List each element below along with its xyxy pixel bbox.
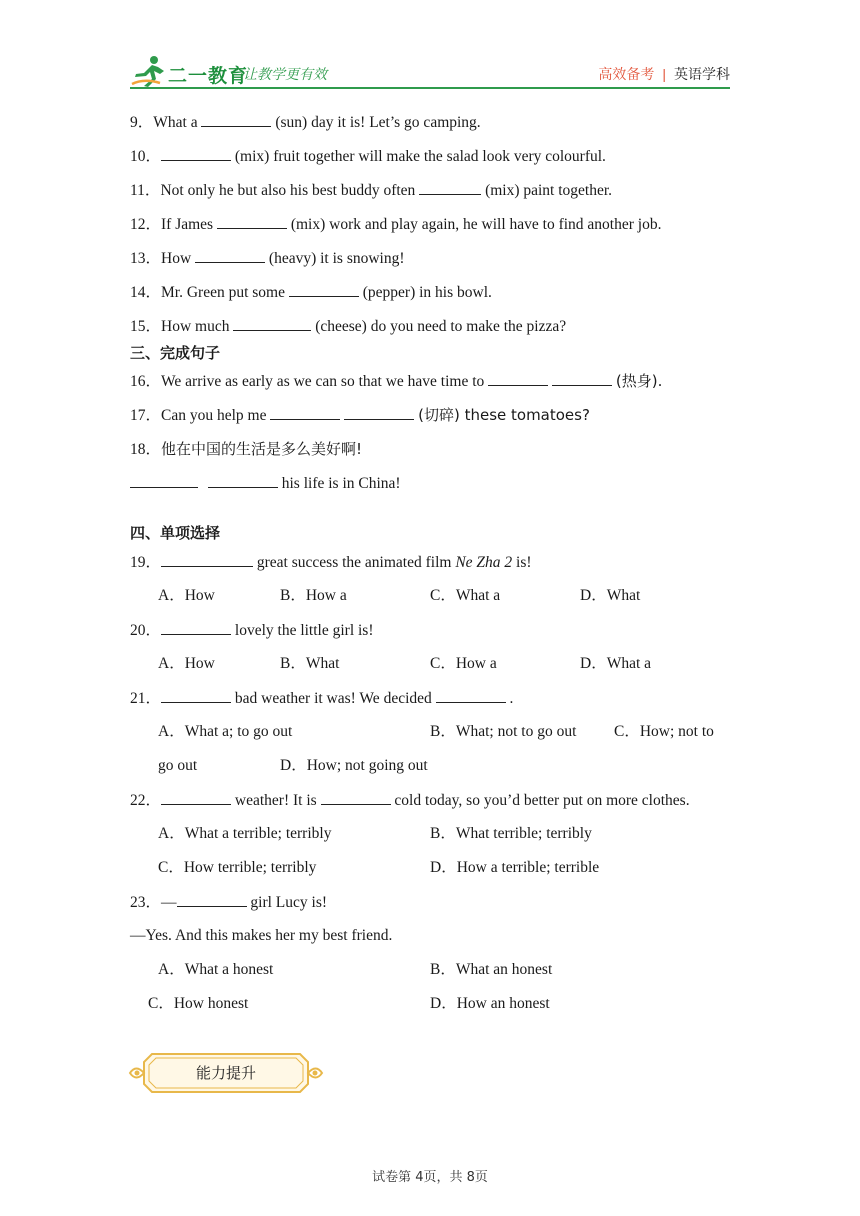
answer-blank <box>552 368 612 386</box>
answer-blank <box>488 368 548 386</box>
options-22 <box>130 821 740 847</box>
page-footer: 试卷第 4页，共 8页 <box>372 1170 488 1185</box>
options-23-row2 <box>130 991 740 1017</box>
question-number: 15． <box>130 318 162 335</box>
question-number: 10． <box>130 148 162 165</box>
question-hint: (热身). <box>615 372 663 390</box>
question-number: 16． <box>130 373 162 390</box>
question-11 <box>130 177 612 203</box>
page-header <box>130 54 730 90</box>
question-number: 22． <box>130 792 162 809</box>
answer-blank <box>436 685 506 703</box>
question-text: his life is in China! <box>281 475 401 492</box>
question-text: We arrive as early as we can so that we have time to <box>161 373 485 390</box>
options-23 <box>130 957 740 983</box>
question-text: 他在中国的生活是多么美好啊! <box>161 440 363 458</box>
question-13 <box>130 245 405 271</box>
option-c[interactable]: C．What a <box>430 587 501 604</box>
question-18-answer-line <box>130 470 401 496</box>
option-c[interactable]: C．How honest <box>148 995 249 1012</box>
question-19 <box>130 549 532 575</box>
question-number: 19． <box>130 554 162 571</box>
question-text: Can you help me <box>161 407 267 424</box>
options-21 <box>130 719 740 745</box>
question-15 <box>130 313 566 339</box>
question-text: Mr. Green put some <box>161 284 285 301</box>
question-number: 20． <box>130 622 162 639</box>
options-20 <box>130 651 740 677</box>
question-14 <box>130 279 492 305</box>
logo <box>130 54 360 90</box>
option-c[interactable]: C．How terrible; terribly <box>158 859 317 876</box>
question-9 <box>130 109 481 135</box>
question-text: (cheese) do you need to make the pizza? <box>315 318 567 335</box>
question-12 <box>130 211 661 237</box>
question-text: is! <box>512 554 532 571</box>
question-text: cold today, so you’d better put on more clothes. <box>394 792 690 809</box>
answer-blank <box>419 177 481 195</box>
question-text: (mix) paint together. <box>485 182 613 199</box>
option-a[interactable]: A．What a terrible; terribly <box>158 825 332 842</box>
option-d[interactable]: D．What a <box>580 655 652 672</box>
answer-blank <box>233 313 311 331</box>
question-text: weather! It is <box>234 792 317 809</box>
question-20 <box>130 617 374 643</box>
option-b[interactable]: B．What terrible; terribly <box>430 825 592 842</box>
answer-blank <box>177 889 247 907</box>
question-text: (pepper) in his bowl. <box>362 284 492 301</box>
section-title-4: 四、单项选择 <box>130 524 221 542</box>
question-hint: (切碎) these tomatoes? <box>418 406 590 424</box>
answer-blank <box>344 402 414 420</box>
question-number: 23． <box>130 894 162 911</box>
header-separator: | <box>662 66 666 82</box>
option-a[interactable]: A．What a honest <box>158 961 274 978</box>
answer-blank <box>217 211 287 229</box>
question-text: great success the animated film <box>256 554 456 571</box>
header-tag: 高效备考 <box>598 66 655 82</box>
answer-blank <box>161 617 231 635</box>
question-number: 12． <box>130 216 162 233</box>
option-c[interactable]: C．How; not to <box>614 723 714 740</box>
question-23 <box>130 889 327 915</box>
logo-slogan: 让教学更有效 <box>243 66 327 82</box>
question-text: (mix) work and play again, he will have to find another job. <box>290 216 662 233</box>
answer-blank <box>208 470 278 488</box>
question-text: How much <box>161 318 230 335</box>
dialogue-dash: — <box>161 894 177 911</box>
option-a[interactable]: A．How <box>158 655 215 672</box>
options-21-cont <box>130 753 740 779</box>
option-d[interactable]: D．What <box>580 587 641 604</box>
option-b[interactable]: B．What <box>280 655 340 672</box>
option-a[interactable]: A．How <box>158 587 215 604</box>
logo-text: 二一教育 <box>168 66 249 87</box>
question-number: 11． <box>130 182 161 199</box>
badge-label: 能力提升 <box>195 1064 256 1082</box>
question-number: 17． <box>130 407 162 424</box>
question-number: 14． <box>130 284 162 301</box>
question-text: girl Lucy is! <box>250 894 328 911</box>
option-b[interactable]: B．How a <box>280 587 347 604</box>
answer-blank <box>321 787 391 805</box>
answer-blank <box>201 109 271 127</box>
section-badge <box>128 1050 324 1096</box>
answer-blank <box>161 787 231 805</box>
question-text: lovely the little girl is! <box>234 622 374 639</box>
question-23-reply: —Yes. And this makes her my best friend. <box>130 927 393 944</box>
answer-blank <box>195 245 265 263</box>
question-text: (mix) fruit together will make the salad look very colourful. <box>234 148 606 165</box>
question-number: 13． <box>130 250 162 267</box>
answer-blank <box>161 549 253 567</box>
option-d[interactable]: D．How an honest <box>430 995 550 1012</box>
header-subject: 英语学科 <box>674 66 730 82</box>
answer-blank <box>289 279 359 297</box>
option-d[interactable]: D．How a terrible; terrible <box>430 859 600 876</box>
question-number: 9． <box>130 114 154 131</box>
answer-blank <box>130 470 198 488</box>
question-10 <box>130 143 606 169</box>
answer-blank <box>161 685 231 703</box>
question-21 <box>130 685 513 711</box>
options-19 <box>130 583 740 609</box>
option-c-continued[interactable]: go out <box>158 757 198 774</box>
answer-blank <box>270 402 340 420</box>
question-text: If James <box>161 216 214 233</box>
option-b[interactable]: B．What; not to go out <box>430 723 577 740</box>
option-a[interactable]: A．What a; to go out <box>158 723 293 740</box>
question-number: 18． <box>130 441 162 458</box>
options-22-row2 <box>130 855 740 881</box>
option-d[interactable]: D．How; not going out <box>280 757 428 774</box>
question-text: How <box>161 250 192 267</box>
answer-blank <box>161 143 231 161</box>
section-title-3: 三、完成句子 <box>130 344 221 362</box>
option-c[interactable]: C．How a <box>430 655 497 672</box>
question-text: bad weather it was! We decided <box>234 690 432 707</box>
question-18 <box>130 436 362 462</box>
question-22 <box>130 787 690 813</box>
header-right <box>598 64 730 84</box>
question-text: Not only he but also his best buddy often <box>160 182 416 199</box>
question-text: (sun) day it is! Let’s go camping. <box>275 114 481 131</box>
question-text: What a <box>153 114 198 131</box>
header-divider <box>130 87 730 89</box>
runner-logo-icon <box>130 54 168 88</box>
question-16 <box>130 368 662 394</box>
question-17 <box>130 402 590 428</box>
option-b[interactable]: B．What an honest <box>430 961 553 978</box>
question-text: (heavy) it is snowing! <box>268 250 405 267</box>
film-title: Ne Zha 2 <box>455 554 513 571</box>
question-number: 21． <box>130 690 162 707</box>
question-text: . <box>509 690 514 707</box>
